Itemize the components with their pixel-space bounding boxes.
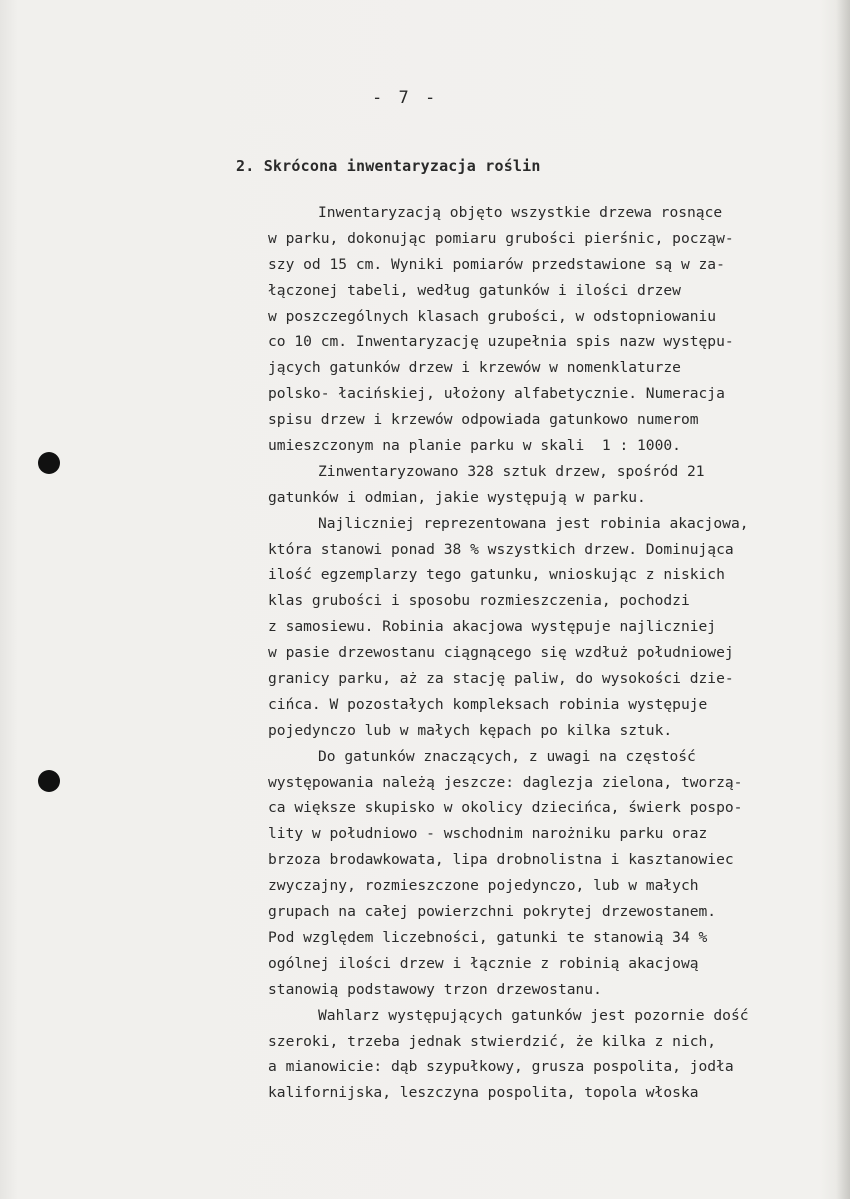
text-line: a mianowicie: dąb szypułkowy, grusza pospolita, jodła bbox=[268, 1058, 734, 1076]
text-line: kalifornijska, leszczyna pospolita, topola włoska bbox=[268, 1084, 699, 1102]
text-line: Zinwentaryzowano 328 sztuk drzew, spośród 21 bbox=[318, 462, 705, 480]
text-line: występowania należą jeszcze: daglezja zielona, tworzą- bbox=[268, 773, 743, 791]
text-line: ilość egzemplarzy tego gatunku, wnioskując z niskich bbox=[268, 566, 725, 584]
text-line: w poszczególnych klasach grubości, w odstopniowaniu bbox=[268, 307, 717, 325]
text-line: spisu drzew i krzewów odpowiada gatunkowo numerom bbox=[268, 411, 699, 429]
punch-hole bbox=[38, 770, 60, 792]
text-line: która stanowi ponad 38 % wszystkich drzew. Dominująca bbox=[268, 540, 734, 558]
text-line: szy od 15 cm. Wyniki pomiarów przedstawione są w za- bbox=[268, 255, 725, 273]
text-line: umieszczonym na planie parku w skali 1 : 1000. bbox=[268, 437, 681, 455]
text-line: jących gatunków drzew i krzewów w nomenklaturze bbox=[268, 359, 681, 377]
text-line: szeroki, trzeba jednak stwierdzić, że kilka z nich, bbox=[268, 1032, 717, 1050]
text-line: klas grubości i sposobu rozmieszczenia, pochodzi bbox=[268, 592, 690, 610]
text-line: lity w południowo - wschodnim narożniku parku oraz bbox=[268, 825, 708, 843]
text-line: pojedynczo lub w małych kępach po kilka sztuk. bbox=[268, 721, 673, 739]
text-line: łączonej tabeli, według gatunków i ilości drzew bbox=[268, 281, 681, 299]
body-text bbox=[268, 200, 838, 1106]
text-line: z samosiewu. Robinia akacjowa występuje najliczniej bbox=[268, 618, 717, 636]
punch-hole bbox=[38, 452, 60, 474]
text-line: polsko- łacińskiej, ułożony alfabetycznie. Numeracja bbox=[268, 385, 725, 403]
text-line: grupach na całej powierzchni pokrytej drzewostanem. bbox=[268, 903, 717, 921]
text-line: cińca. W pozostałych kompleksach robinia występuje bbox=[268, 695, 708, 713]
text-line: Wahlarz występujących gatunków jest pozornie dość bbox=[318, 1006, 749, 1024]
page-edge-shadow bbox=[836, 0, 850, 1199]
page-number: - 7 - bbox=[372, 88, 439, 108]
text-line: ogólnej ilości drzew i łącznie z robinią akacjową bbox=[268, 954, 699, 972]
text-line: co 10 cm. Inwentaryzację uzupełnia spis nazw występu- bbox=[268, 333, 734, 351]
text-line: Najliczniej reprezentowana jest robinia akacjowa, bbox=[318, 514, 749, 532]
text-line: Inwentaryzacją objęto wszystkie drzewa rosnące bbox=[318, 204, 723, 221]
text-line: ca większe skupisko w okolicy dziecińca, świerk pospo- bbox=[268, 799, 743, 817]
text-line: stanowią podstawowy trzon drzewostanu. bbox=[268, 980, 602, 998]
text-line: Do gatunków znaczących, z uwagi na częstość bbox=[318, 747, 696, 765]
text-line: zwyczajny, rozmieszczone pojedynczo, lub w małych bbox=[268, 877, 699, 895]
text-line: Pod względem liczebności, gatunki te stanowią 34 % bbox=[268, 928, 708, 946]
text-line: gatunków i odmian, jakie występują w parku. bbox=[268, 488, 646, 506]
text-line: brzoza brodawkowata, lipa drobnolistna i kasztanowiec bbox=[268, 851, 734, 869]
text-line: w pasie drzewostanu ciągnącego się wzdłuż południowej bbox=[268, 644, 734, 662]
text-line: w parku, dokonując pomiaru grubości pierśnic, począw- bbox=[268, 229, 734, 247]
section-heading: 2. Skrócona inwentaryzacja roślin bbox=[236, 157, 541, 175]
text-line: granicy parku, aż za stację paliw, do wysokości dzie- bbox=[268, 670, 734, 688]
